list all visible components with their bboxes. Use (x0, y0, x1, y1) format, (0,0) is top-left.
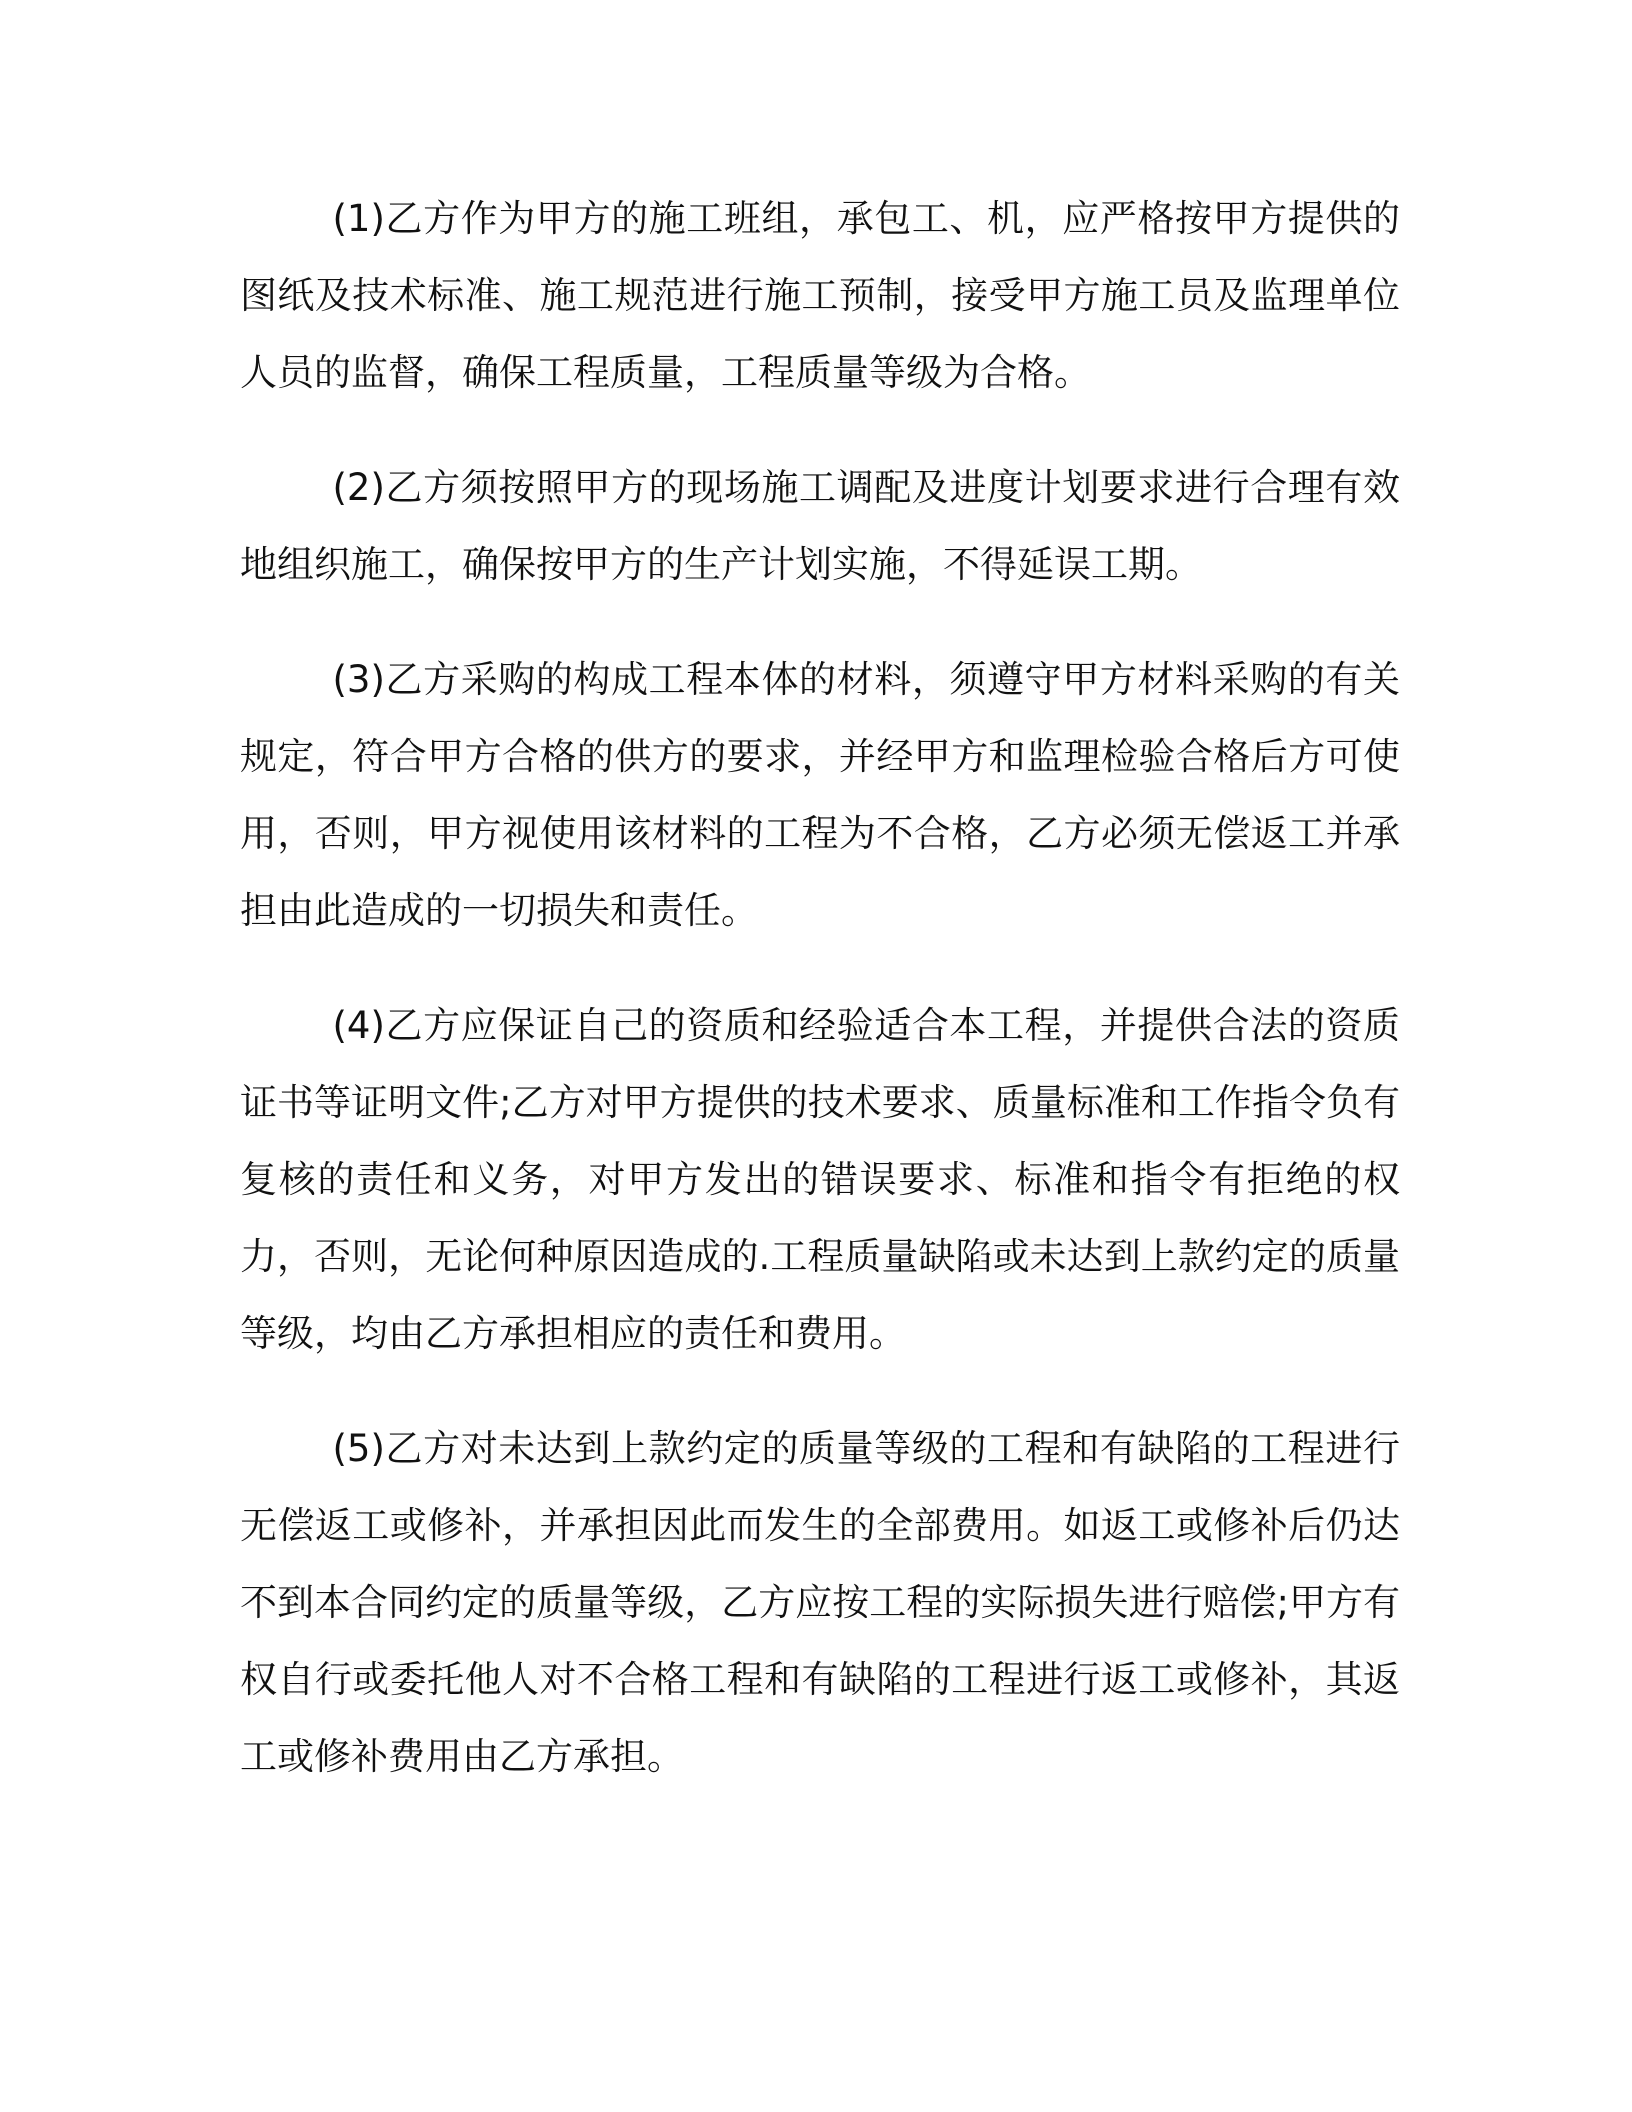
paragraph-2: (2)乙方须按照甲方的现场施工调配及进度计划要求进行合理有效地组织施工，确保按甲方的生产计划实施，不得延误工期。 (240, 466, 1400, 586)
paragraph-4: (4)乙方应保证自己的资质和经验适合本工程，并提供合法的资质证书等证明文件;乙方对甲方提供的技术要求、质量标准和工作指令负有复核的责任和义务，对甲方发出的错误要求、标准和指令有拒绝的权力，否则，无论何种原因造成的.工程质量缺陷或未达到上款约定的质量等级，均由乙方承担相应的责任和费用。 (240, 1004, 1400, 1355)
paragraph-3: (3)乙方采购的构成工程本体的材料，须遵守甲方材料采购的有关规定，符合甲方合格的供方的要求，并经甲方和监理检验合格后方可使用，否则，甲方视使用该材料的工程为不合格，乙方必须无偿返工并承担由此造成的一切损失和责任。 (240, 658, 1400, 932)
paragraph-5: (5)乙方对未达到上款约定的质量等级的工程和有缺陷的工程进行无偿返工或修补，并承担因此而发生的全部费用。如返工或修补后仍达不到本合同约定的质量等级，乙方应按工程的实际损失进行赔偿;甲方有权自行或委托他人对不合格工程和有缺陷的工程进行返工或修补，其返工或修补费用由乙方承担。 (240, 1427, 1400, 1778)
paragraph-1: (1)乙方作为甲方的施工班组，承包工、机，应严格按甲方提供的图纸及技术标准、施工规范进行施工预制，接受甲方施工员及监理单位人员的监督，确保工程质量，工程质量等级为合格。 (240, 197, 1400, 394)
document-body (240, 180, 1400, 1833)
